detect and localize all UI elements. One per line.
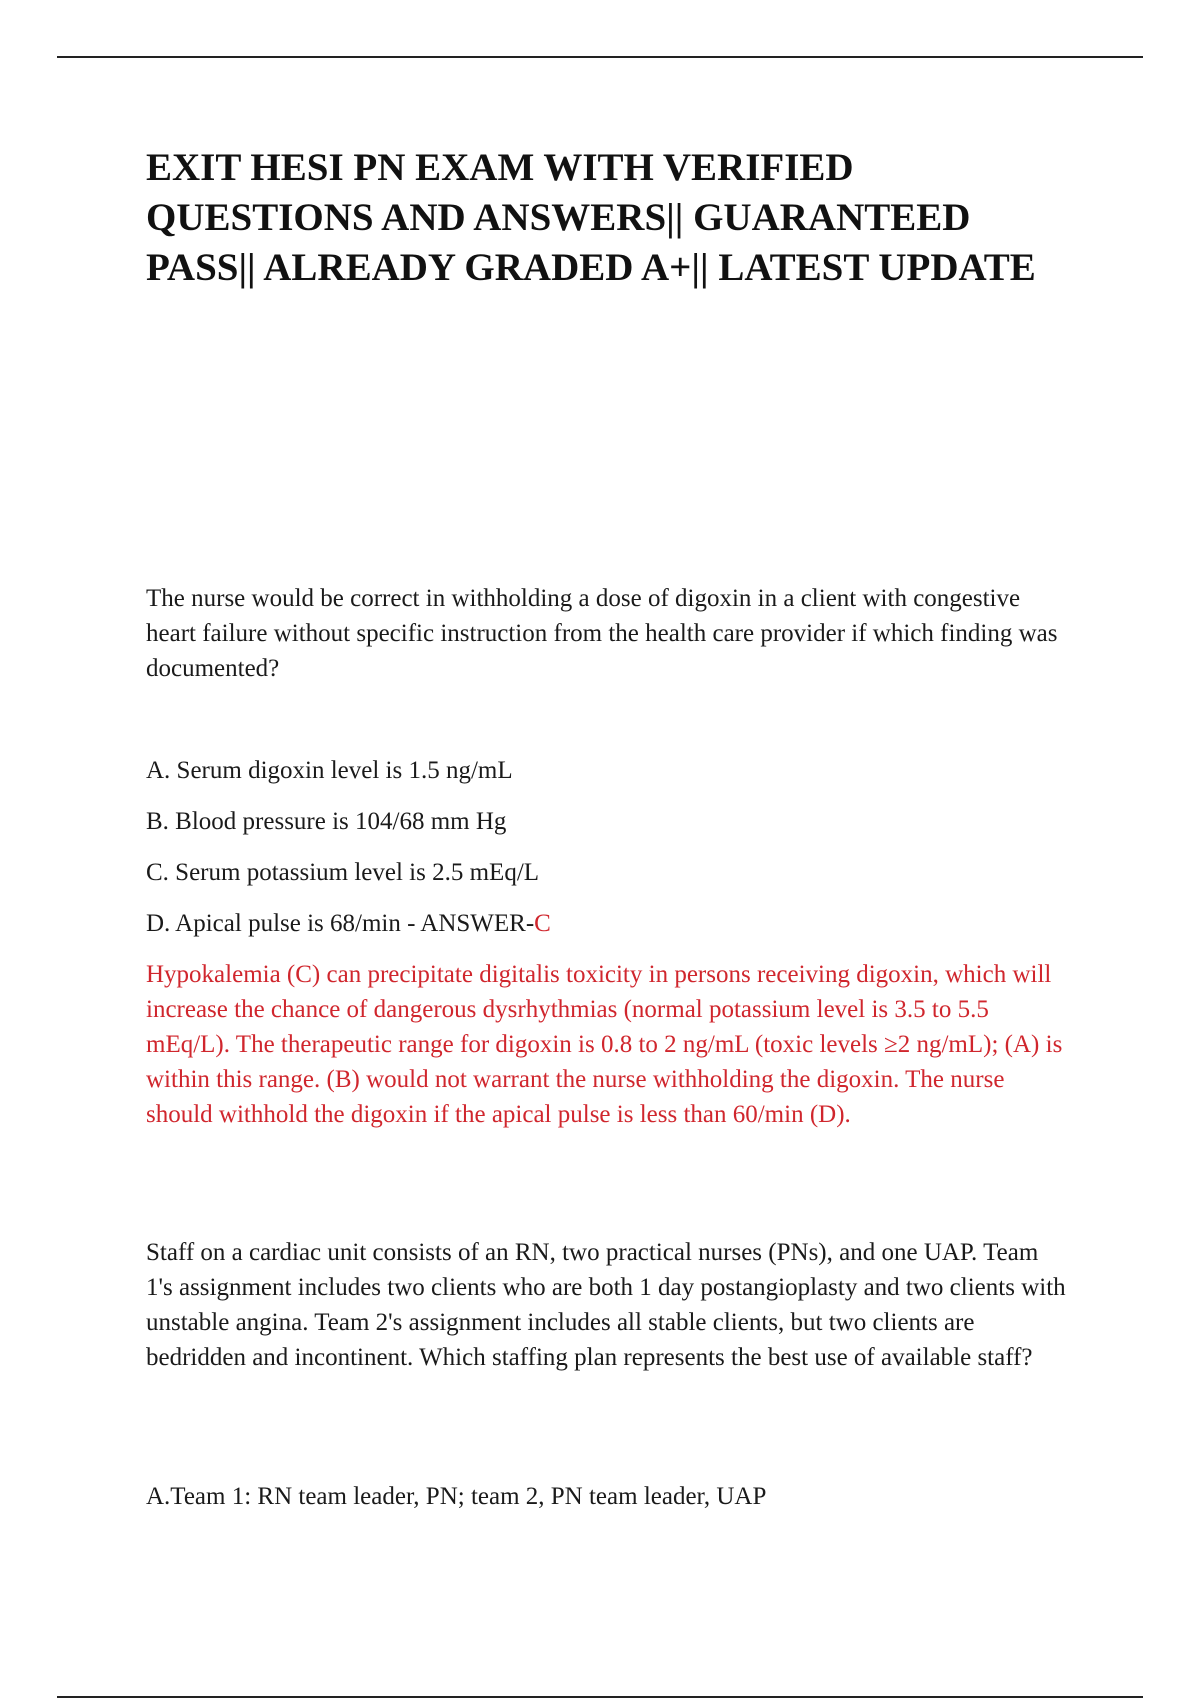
question-2-stem: Staff on a cardiac unit consists of an RN, two practical nurses (PNs), and one UAP. Team 1's assignment includes two clients who are both 1 day postangioplasty and two clients with unstable angina. Team 2's assignment includes all stable clients, but two clients are bedridden and incontinent. Which staffing plan represents the best use of available staff? <box>146 1239 1066 1371</box>
question-1-option-c: C. Serum potassium level is 2.5 mEq/L <box>146 859 540 886</box>
question-1-answer: C <box>534 910 551 937</box>
question-1-options <box>146 753 1066 957</box>
footer-divider <box>57 1696 1143 1698</box>
question-1-option-d <box>146 906 1066 957</box>
question-1-option-a: A. Serum digoxin level is 1.5 ng/mL <box>146 757 513 784</box>
question-2-options <box>146 1479 1066 1514</box>
header-divider <box>57 56 1143 58</box>
document-title: EXIT HESI PN EXAM WITH VERIFIED QUESTIONS AND ANSWERS|| GUARANTEED PASS|| ALREADY GRADED A+|| LATEST UPDATE <box>146 146 1036 289</box>
question-2-option-a: A.Team 1: RN team leader, PN; team 2, PN team leader, UAP <box>146 1483 767 1510</box>
question-1-stem: The nurse would be correct in withholding a dose of digoxin in a client with congestive heart failure without specific instruction from the health care provider if which finding was documented? <box>146 585 1058 682</box>
question-1-rationale: Hypokalemia (C) can precipitate digitalis toxicity in persons receiving digoxin, which will increase the chance of dangerous dysrhythmias (normal potassium level is 3.5 to 5.5 mEq/L). The therapeutic range for digoxin is 0.8 to 2 ng/mL (toxic levels ≥2 ng/mL); (A) is within this range. (B) would not warrant the nurse withholding the digoxin. The nurse should withhold the digoxin if the apical pulse is less than 60/min (D). <box>146 961 1063 1128</box>
question-1-option-b: B. Blood pressure is 104/68 mm Hg <box>146 808 507 835</box>
question-1-option-d-text: D. Apical pulse is 68/min - ANSWER- <box>146 910 535 937</box>
